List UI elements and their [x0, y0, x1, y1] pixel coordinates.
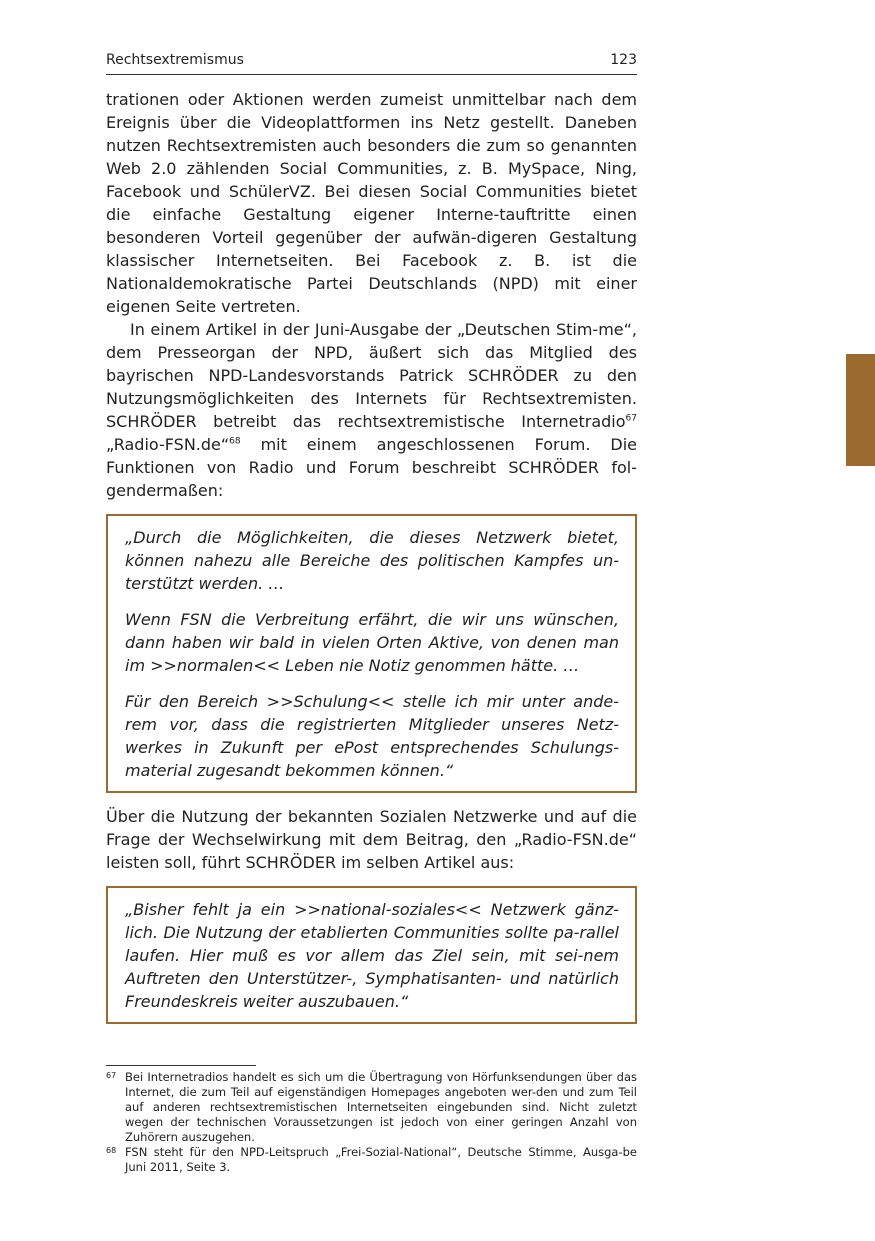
running-title: Rechtsextremismus: [106, 52, 244, 68]
quote-box-2: [106, 886, 637, 1024]
paragraph-2-part-a: In einem Artikel in der Juni-Ausgabe der „Deutschen Stim-me“, dem Presseorgan der NPD, äußert sich das Mitglied des bayrischen NPD-Landesvorstands Patrick SCHRÖDER zu den Nutzungsmöglichkeiten des Internets für Rechtsextremisten. SCHRÖDER betreibt das rechtsextremistische Internetradio: [106, 320, 637, 431]
page-number: 123: [610, 52, 637, 68]
footnote-text: Bei Internetradios handelt es sich um die Übertragung von Hörfunksendungen über das Internet, die zum Teil auf eigenständigen Homepages angeboten wer-den und zum Teil auf anderen rechtsextremistischen Internetseiten eingebunden sind. Nicht zuletzt wegen der technischen Voraussetzungen ist jedoch von einer geringen Anzahl von Zuhörern auszugehen.: [125, 1070, 637, 1144]
paragraph-1: trationen oder Aktionen werden zumeist unmittelbar nach dem Ereignis über die Videoplattformen ins Netz gestellt. Daneben nutzen Rechtsextremisten auch besonders die zum so genannten Web 2.0 zählenden Social Communities, z. B. MySpace, Ning, Facebook und SchülerVZ. Bei diesen Social Communities bietet die einfache Gestaltung eigener Interne-tauftritte einen besonderen Vorteil gegenüber der aufwän-digeren Gestaltung klassischer Internetseiten. Bei Facebook z. B. ist die Nationaldemokratische Partei Deutschlands (NPD) mit einer eigenen Seite vertreten.: [106, 90, 637, 316]
footnote-number: 68: [106, 1146, 117, 1155]
footnote-ref-67: 67: [625, 413, 637, 424]
main-text: [106, 88, 637, 1024]
paragraph-3: Über die Nutzung der bekannten Sozialen Netzwerke und auf die Frage der Wechselwirkung mit dem Beitrag, den „Radio-FSN.de“ leisten soll, führt SCHRÖDER im selben Artikel aus:: [106, 807, 637, 872]
footnote-67: [106, 1070, 637, 1145]
quote-2-paragraph: „Bisher fehlt ja ein >>national-soziales<< Netzwerk gänz-lich. Die Nutzung der etablierten Communities sollte pa-rallel laufen. Hier muß es vor allem das Ziel sein, mit sei-nem Auftreten den Unterstützer-, Symphatisanten- und natürlich Freundeskreis weiter auszubauen.“: [125, 900, 619, 1011]
chapter-tab-marker: [846, 354, 875, 466]
quote-1-paragraph: „Durch die Möglichkeiten, die dieses Netzwerk bietet, können nahezu alle Bereiche des politischen Kampfes un-terstützt werden. …: [125, 528, 619, 593]
footnotes: [106, 1070, 637, 1175]
running-header: [106, 52, 637, 75]
footnote-number: 67: [106, 1071, 117, 1080]
quote-1-paragraph: Wenn FSN die Verbreitung erfährt, die wir uns wünschen, dann haben wir bald in vielen Orten Aktive, von denen man im >>normalen<< Leben nie Notiz genommen hätte. …: [125, 610, 619, 675]
footnote-ref-68: 68: [229, 436, 241, 447]
quote-1-paragraph: Für den Bereich >>Schulung<< stelle ich mir unter ande-rem vor, dass die registrierten Mitglieder unseres Netz-werkes in Zukunft per ePost entsprechendes Schulungs-material zugesandt bekommen können.“: [125, 692, 619, 780]
footnote-separator: [106, 1065, 256, 1066]
footnote-text: FSN steht für den NPD-Leitspruch „Frei-Sozial-National“, Deutsche Stimme, Ausga-be Juni 2011, Seite 3.: [125, 1145, 637, 1174]
quote-box-1: [106, 514, 637, 793]
paragraph-2-part-b: „Radio-FSN.de“: [106, 435, 230, 454]
paragraph-2: [106, 318, 637, 502]
footnote-68: [106, 1145, 637, 1175]
paragraph-2-part-c: mit einem angeschlossenen Forum. Die Funktionen von Radio und Forum beschreibt SCHRÖDER fol-gendermaßen:: [106, 435, 637, 500]
